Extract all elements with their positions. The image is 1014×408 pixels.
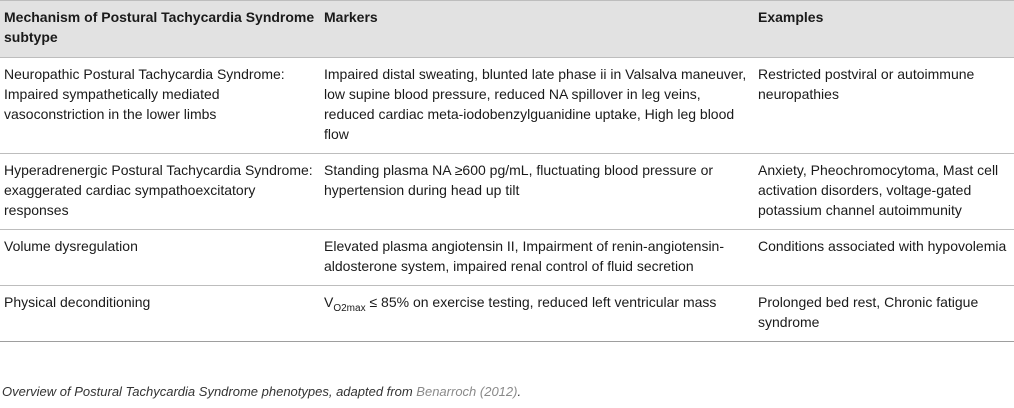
table-row <box>0 230 1014 286</box>
vo2max-symbol: V <box>324 294 334 310</box>
cell-mechanism: Hyperadrenergic Postural Tachycardia Syndrome: exaggerated cardiac sympathoexcitatory responses <box>0 154 320 230</box>
header-markers: Markers <box>320 1 754 58</box>
cell-examples: Restricted postviral or autoimmune neuropathies <box>754 58 1014 154</box>
caption-text: Overview of Postural Tachycardia Syndrome phenotypes, adapted from <box>2 384 417 399</box>
cell-examples: Prolonged bed rest, Chronic fatigue syndrome <box>754 286 1014 342</box>
table-row <box>0 58 1014 154</box>
cell-mechanism: Neuropathic Postural Tachycardia Syndrome: Impaired sympathetically mediated vasoconstriction in the lower limbs <box>0 58 320 154</box>
table-caption <box>2 384 521 399</box>
cell-markers: Standing plasma NA ≥600 pg/mL, fluctuating blood pressure or hypertension during head up tilt <box>320 154 754 230</box>
vo2max-subscript: O2max <box>333 303 366 314</box>
markers-text: ≤ 85% on exercise testing, reduced left ventricular mass <box>365 294 717 310</box>
cell-markers: Impaired distal sweating, blunted late phase ii in Valsalva maneuver, low supine blood pressure, reduced NA spillover in leg veins, reduced cardiac meta-iodobenzylguanidine uptake, High leg blood flow <box>320 58 754 154</box>
header-examples: Examples <box>754 1 1014 58</box>
cell-markers: Elevated plasma angiotensin II, Impairment of renin-angiotensin-aldosterone system, impaired renal control of fluid secretion <box>320 230 754 286</box>
cell-mechanism: Physical deconditioning <box>0 286 320 342</box>
cell-markers <box>320 286 754 342</box>
caption-reference-link[interactable]: Benarroch (2012) <box>416 384 518 399</box>
caption-end: . <box>517 384 522 399</box>
table-row <box>0 154 1014 230</box>
cell-examples: Conditions associated with hypovolemia <box>754 230 1014 286</box>
table-header-row <box>0 1 1014 58</box>
header-mechanism: Mechanism of Postural Tachycardia Syndrome subtype <box>0 1 320 58</box>
table-row <box>0 286 1014 342</box>
cell-mechanism: Volume dysregulation <box>0 230 320 286</box>
cell-examples: Anxiety, Pheochromocytoma, Mast cell activation disorders, voltage-gated potassium channel autoimmunity <box>754 154 1014 230</box>
